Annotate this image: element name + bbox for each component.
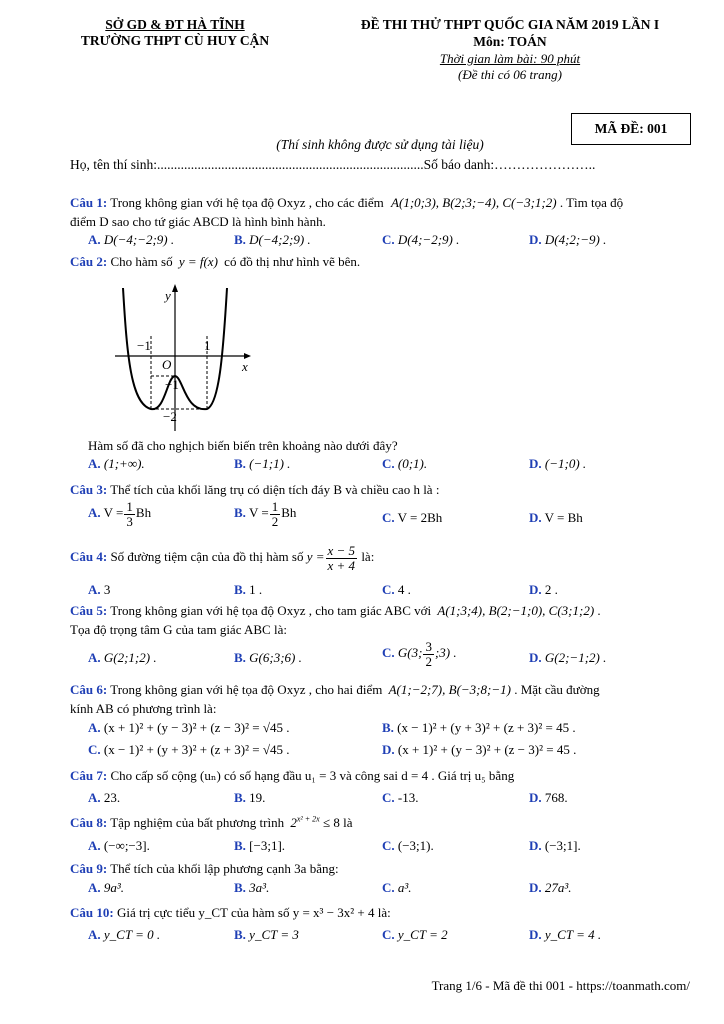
school-name: TRƯỜNG THPT CÙ HUY CẬN [80, 33, 270, 48]
fraction: $\frac{1}{3}$ [126, 499, 133, 529]
q10-option-d[interactable] [529, 927, 601, 943]
q1-text-b: . Tìm tọa độ [559, 195, 624, 210]
option-key: A. [88, 927, 101, 942]
option-value: D(−4;−2;9) . [103, 232, 175, 247]
q9-label: Câu 9: [70, 861, 108, 876]
option-value: y_CT = 0 . [103, 927, 161, 942]
tick-y-minus2: −2 [163, 409, 177, 424]
option-value: (x − 1)² + (y + 3)² + (z + 3)² = 45 . [397, 720, 576, 735]
option-value: 23. [103, 790, 121, 805]
q2-option-b[interactable] [234, 456, 290, 472]
option-key: D. [529, 790, 542, 805]
q3-text: Thể tích của khối lăng trụ có diện tích đáy B và chiều cao h là : [110, 482, 440, 497]
q2-option-d[interactable] [529, 456, 586, 472]
q4-text-b: là: [361, 549, 375, 565]
q8-line1 [70, 815, 353, 831]
option-key: B. [234, 505, 246, 521]
q2-fx: y = f(x) [178, 254, 218, 269]
option-key: D. [529, 650, 542, 665]
school-department: SỞ GD & ĐT HÀ TĨNH [105, 17, 245, 32]
option-key: A. [88, 880, 101, 895]
option-value: D(4;2;−9) . [544, 232, 607, 247]
y-label: y [165, 288, 171, 303]
q2-text-b: có đồ thị như hình vẽ bên. [224, 254, 361, 269]
q1-text: Trong không gian với hệ tọa độ Oxyz , cho các điểm [110, 195, 384, 210]
option-key: D. [529, 232, 542, 247]
exam-code-box [571, 113, 691, 145]
page-footer: Trang 1/6 - Mã đề thi 001 - https://toanmath.com/ [431, 978, 690, 993]
q5-text-b: . [597, 603, 601, 618]
q6-option-c[interactable] [88, 742, 289, 758]
option-key: B. [234, 232, 246, 247]
option-key: B. [234, 582, 246, 597]
time-limit: Thời gian làm bài: 90 phút [439, 51, 581, 66]
option-value: D(4;−2;9) . [397, 232, 460, 247]
q9-option-a[interactable] [88, 880, 124, 896]
q6-line1 [70, 682, 600, 698]
option-post: Bh [281, 505, 297, 521]
q7-line1 [70, 768, 514, 784]
tick-1: 1 [204, 338, 211, 353]
option-pre: G(3; [397, 645, 423, 661]
option-value: 4 . [397, 582, 411, 597]
option-key: C. [382, 510, 395, 525]
q8-ineq-base: 2 [290, 815, 297, 830]
option-value: (x + 1)² + (y − 3)² + (z − 3)² = √45 . [103, 720, 290, 735]
option-key: D. [529, 838, 542, 853]
q10-option-b[interactable] [234, 927, 299, 943]
q1-points: A(1;0;3), B(2;3;−4), C(−3;1;2) [391, 195, 557, 210]
q10-line1 [70, 905, 391, 921]
q1-option-d[interactable] [529, 232, 606, 248]
q6-option-a[interactable] [88, 720, 289, 736]
q5-option-c[interactable] [382, 640, 457, 668]
origin-label: O [162, 357, 172, 372]
q9-option-c[interactable] [382, 880, 412, 896]
q1-option-c[interactable] [382, 232, 459, 248]
option-value: 3a³. [249, 880, 270, 895]
option-key: C. [88, 742, 101, 757]
option-key: D. [529, 456, 542, 471]
q4-option-d[interactable] [529, 582, 558, 598]
subject: Môn: TOÁN [473, 34, 547, 49]
q1-line1 [70, 195, 623, 211]
option-value: 2 . [544, 582, 558, 597]
q2-option-c[interactable] [382, 456, 427, 472]
option-pre: V = [248, 505, 269, 521]
q6-text-b: . Mặt cầu đường [514, 682, 600, 697]
option-key: C. [382, 645, 395, 661]
option-key: C. [382, 927, 395, 942]
option-key: D. [382, 742, 395, 757]
q5-line2: Tọa độ trọng tâm G của tam giác ABC là: [70, 622, 287, 637]
q5-label: Câu 5: [70, 603, 108, 618]
q3-option-b[interactable] [234, 500, 296, 528]
option-key: A. [88, 720, 101, 735]
exam-title: ĐỀ THI THỬ THPT QUỐC GIA NĂM 2019 LẦN I [360, 17, 660, 32]
option-key: A. [88, 582, 101, 597]
q7-option-a[interactable] [88, 790, 120, 806]
candidate-line: Họ, tên thí sinh:...............................................................................Số báo danh:………………….. [70, 157, 596, 172]
q6-line2: kính AB có phương trình là: [70, 701, 217, 716]
option-value: G(2;1;2) . [103, 650, 157, 665]
option-key: D. [529, 880, 542, 895]
q1-option-b[interactable] [234, 232, 311, 248]
q5-line1 [70, 603, 601, 619]
option-value: (−∞;−3]. [103, 838, 150, 853]
q3-option-c[interactable] [382, 510, 442, 526]
option-value: 768. [544, 790, 568, 805]
q6-points: A(1;−2;7), B(−3;8;−1) [388, 682, 511, 697]
option-key: A. [88, 838, 101, 853]
option-key: A. [88, 505, 101, 521]
option-value: y_CT = 2 [397, 927, 448, 942]
q5-points: A(1;3;4), B(2;−1;0), C(3;1;2) [437, 603, 595, 618]
option-value: 27a³. [544, 880, 572, 895]
option-value: 9a³. [103, 880, 125, 895]
q10-option-a[interactable] [88, 927, 160, 943]
option-key: C. [382, 582, 395, 597]
option-key: B. [382, 720, 394, 735]
q7-option-d[interactable] [529, 790, 568, 806]
option-value: (−3;1). [397, 838, 434, 853]
q4-option-c[interactable] [382, 582, 411, 598]
option-post: Bh [135, 505, 152, 521]
option-key: D. [529, 927, 542, 942]
q10-text: Giá trị cực tiểu y_CT của hàm số y = x³ − 3x² + 4 là: [116, 905, 391, 920]
option-key: C. [382, 232, 395, 247]
option-key: B. [234, 927, 246, 942]
q1-option-a[interactable] [88, 232, 174, 248]
option-key: B. [234, 790, 246, 805]
note: (Thí sinh không được sử dụng tài liệu) [276, 137, 484, 152]
option-key: C. [382, 838, 395, 853]
option-value: V = 2Bh [397, 510, 443, 525]
q9-option-b[interactable] [234, 880, 269, 896]
option-key: D. [529, 582, 542, 597]
q9-text: Thể tích của khối lập phương cạnh 3a bằng: [110, 861, 339, 876]
q3-line1 [70, 482, 439, 498]
q1-line2: điểm D sao cho tứ giác ABCD là hình bình hành. [70, 214, 326, 229]
option-key: A. [88, 790, 101, 805]
q4-text: Số đường tiệm cận của đồ thị hàm số [110, 549, 304, 565]
option-value: D(−4;2;9) . [249, 232, 311, 247]
q5-option-a[interactable] [88, 650, 157, 666]
option-key: B. [234, 880, 246, 895]
q9-line1 [70, 861, 339, 877]
q4-fraction: $\frac{x - 5}{x + 4}$ [327, 543, 356, 573]
option-value: -13. [397, 790, 419, 805]
q2-line1 [70, 254, 360, 270]
page-count: (Đề thi có 06 trang) [458, 67, 562, 82]
q8-option-c[interactable] [382, 838, 434, 854]
option-value: G(6;3;6) . [249, 650, 302, 665]
q6-option-b[interactable] [382, 720, 576, 736]
q7-option-b[interactable] [234, 790, 265, 806]
option-key: B. [234, 456, 246, 471]
q2-question: Hàm số đã cho nghịch biến biến trên khoảng nào dưới đây? [88, 438, 398, 453]
fraction: $\frac{3}{2}$ [425, 639, 432, 669]
option-post: ;3) . [434, 645, 457, 661]
option-value: 1 . [249, 582, 263, 597]
option-value: [−3;1]. [249, 838, 286, 853]
q2-label: Câu 2: [70, 254, 108, 269]
q1-label: Câu 1: [70, 195, 108, 210]
q2-option-a[interactable] [88, 456, 145, 472]
q8-option-a[interactable] [88, 838, 150, 854]
q7-option-c[interactable] [382, 790, 418, 806]
option-value: V = Bh [544, 510, 583, 525]
q6-label: Câu 6: [70, 682, 108, 697]
q9-option-d[interactable] [529, 880, 572, 896]
tick-minus1: −1 [137, 338, 151, 353]
option-key: A. [88, 456, 101, 471]
q5-text: Trong không gian với hệ tọa độ Oxyz , cho tam giác ABC với [110, 603, 432, 618]
q8-label: Câu 8: [70, 815, 108, 830]
option-pre: V = [103, 505, 124, 521]
q8-option-d[interactable] [529, 838, 581, 854]
q5-option-b[interactable] [234, 650, 302, 666]
q8-ineq-exp: x² + 2x [296, 814, 320, 824]
q4-line1 [70, 544, 374, 572]
q4-label: Câu 4: [70, 549, 108, 565]
q8-text: Tập nghiệm của bất phương trình [110, 815, 285, 830]
q3-label: Câu 3: [70, 482, 108, 497]
option-key: B. [234, 838, 246, 853]
option-value: 3 [103, 582, 111, 597]
option-key: B. [234, 650, 246, 665]
q4-option-a[interactable] [88, 582, 110, 598]
q7-label: Câu 7: [70, 768, 108, 783]
q8-ineq-rest: ≤ 8 là [322, 815, 353, 830]
option-value: 19. [249, 790, 266, 805]
option-key: A. [88, 232, 101, 247]
exam-code: MÃ ĐỀ: 001 [594, 121, 668, 136]
option-key: D. [529, 510, 542, 525]
q7-text: Cho cấp số cộng (uₙ) có số hạng đầu u₁ = 3 và công sai d = 4 . Giá trị u₅ bằng [110, 768, 515, 783]
q2-graph [95, 276, 265, 434]
x-label: x [242, 359, 248, 374]
option-value: (1;+∞). [103, 456, 145, 471]
option-value: (−1;1) . [249, 456, 291, 471]
option-value: G(2;−1;2) . [544, 650, 607, 665]
q6-option-d[interactable] [382, 742, 576, 758]
q5-option-d[interactable] [529, 650, 606, 666]
option-key: C. [382, 880, 395, 895]
q2-text: Cho hàm số [110, 254, 173, 269]
option-key: C. [382, 790, 395, 805]
tick-y-minus1: −1 [165, 377, 179, 392]
option-value: y_CT = 4 . [544, 927, 602, 942]
q10-label: Câu 10: [70, 905, 114, 920]
option-value: (0;1). [397, 456, 428, 471]
option-value: y_CT = 3 [249, 927, 299, 942]
option-value: a³. [397, 880, 412, 895]
q3-option-d[interactable] [529, 510, 583, 526]
option-key: C. [382, 456, 395, 471]
option-key: A. [88, 650, 101, 665]
q4-fn-pre: y = [306, 549, 325, 565]
q8-option-b[interactable] [234, 838, 285, 854]
q6-text: Trong không gian với hệ tọa độ Oxyz , cho hai điểm [110, 682, 383, 697]
option-value: (x − 1)² + (y + 3)² + (z + 3)² = √45 . [103, 742, 290, 757]
q3-option-a[interactable] [88, 500, 151, 528]
graph-background [95, 276, 265, 434]
fraction: $\frac{1}{2}$ [271, 499, 279, 529]
q4-option-b[interactable] [234, 582, 262, 598]
option-value: (−1;0) . [544, 456, 587, 471]
q10-option-c[interactable] [382, 927, 448, 943]
option-value: (x + 1)² + (y − 3)² + (z − 3)² = 45 . [397, 742, 577, 757]
option-value: (−3;1]. [544, 838, 581, 853]
